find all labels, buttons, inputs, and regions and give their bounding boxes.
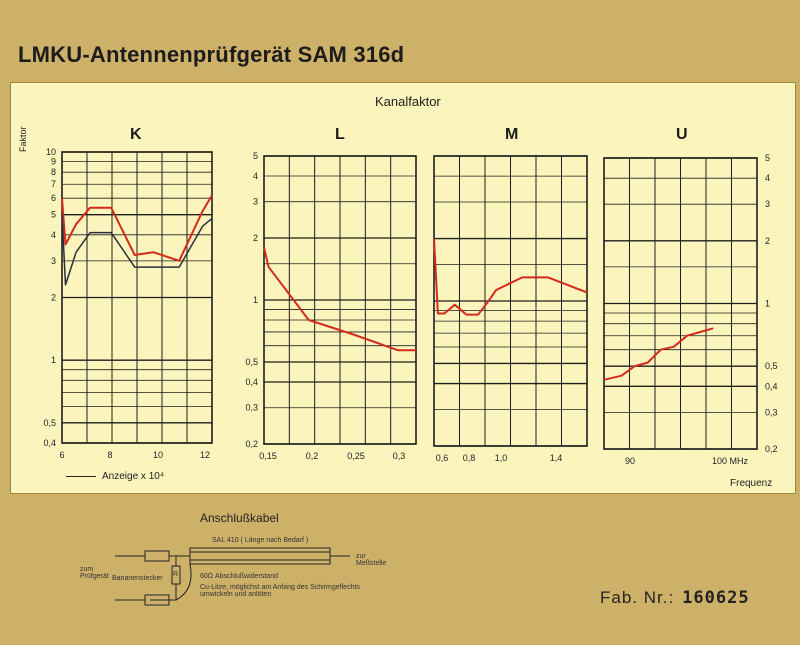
y-tick-k-6: 4 <box>50 229 56 240</box>
fab-label: Fab. Nr.: <box>600 588 675 607</box>
y-tick-k-5: 5 <box>50 209 56 220</box>
resistor-label: R <box>173 571 179 578</box>
cable-label: SAL 410 ( Länge nach Bedarf ) <box>212 537 309 544</box>
fab-number <box>600 588 750 608</box>
x-tick-m-3: 1,4 <box>549 453 563 463</box>
x-tick-m-1: 0,8 <box>462 453 476 463</box>
coax-cable <box>190 548 330 564</box>
x-tick-k-3: 12 <box>199 450 211 460</box>
x-tick-k-0: 6 <box>59 450 65 460</box>
y-tick-k-2: 8 <box>50 167 56 178</box>
y-tick-l-3: 2 <box>252 232 258 243</box>
x-footer-label: Frequenz <box>730 478 773 489</box>
y-tick-l-6: 0,4 <box>245 376 258 387</box>
legend-label: Anzeige x 10⁴ <box>102 471 165 482</box>
x-tick-m-2: 1,0 <box>494 453 508 463</box>
y-tick-k-11: 0,4 <box>43 438 56 448</box>
y-tick-u-6: 0,4 <box>765 381 778 392</box>
y-tick-l-4: 1 <box>252 295 258 305</box>
x-tick-k-1: 8 <box>107 450 113 460</box>
y-tick-k-3: 7 <box>50 179 56 190</box>
panel-title-l: L <box>335 126 345 143</box>
y-tick-l-7: 0,3 <box>245 402 258 413</box>
y-tick-u-3: 2 <box>765 235 771 246</box>
x-tick-m-0: 0,6 <box>435 453 449 463</box>
to-device-label: zum Prüfgerät <box>80 566 109 580</box>
x-tick-l-1: 0,2 <box>305 451 319 461</box>
y-tick-u-4: 1 <box>765 298 771 309</box>
y-tick-l-8: 0,2 <box>245 439 258 449</box>
y-tick-k-10: 0,5 <box>43 417 56 428</box>
connection-title: Anschlußkabel <box>200 511 279 525</box>
y-tick-k-7: 3 <box>50 255 56 266</box>
x-tick-u-1: 100 MHz <box>711 456 749 466</box>
x-tick-l-0: 0,15 <box>259 451 277 461</box>
y-tick-u-7: 0,3 <box>765 407 778 418</box>
y-tick-u-2: 3 <box>765 199 771 210</box>
y-tick-k-9: 1 <box>50 355 56 366</box>
y-tick-u-1: 4 <box>765 173 771 184</box>
y-tick-l-0: 5 <box>252 151 258 161</box>
y-tick-k-8: 2 <box>50 292 56 303</box>
fab-number-value: 160625 <box>682 588 750 608</box>
y-tick-u-8: 0,2 <box>765 444 778 454</box>
y-tick-k-1: 9 <box>50 156 56 167</box>
banana-plug-upper <box>145 551 169 561</box>
x-tick-l-3: 0,3 <box>392 451 406 461</box>
y-tick-l-5: 0,5 <box>245 357 258 368</box>
page-title: LMKU-Antennenprüfgerät SAM 316d <box>18 42 405 67</box>
y-axis-label: Faktor <box>18 126 28 152</box>
x-tick-k-2: 10 <box>152 450 164 460</box>
x-tick-l-2: 0,25 <box>347 451 365 461</box>
panel-title-k: K <box>130 126 142 143</box>
to-measure-label: zur Meßstelle <box>356 553 387 567</box>
y-tick-k-0: 10 <box>45 147 56 157</box>
wire-note: Cu-Litze, möglichst am Anfang des Schirmgeflechts umwickeln und anlöten <box>200 584 360 598</box>
panel-title-u: U <box>676 126 688 143</box>
y-tick-l-1: 4 <box>252 170 258 181</box>
banana-label: Bananenstecker <box>112 575 163 582</box>
x-tick-u-0: 90 <box>624 456 636 466</box>
y-tick-u-0: 5 <box>765 153 771 163</box>
panel-title-m: M <box>505 126 519 143</box>
y-tick-l-2: 3 <box>252 196 258 207</box>
y-tick-k-4: 6 <box>50 193 56 204</box>
chart-title: Kanalfaktor <box>375 94 441 109</box>
resistor-value-label: 60Ω Abschlußwiderstand <box>200 573 278 580</box>
y-tick-u-5: 0,5 <box>765 361 778 372</box>
